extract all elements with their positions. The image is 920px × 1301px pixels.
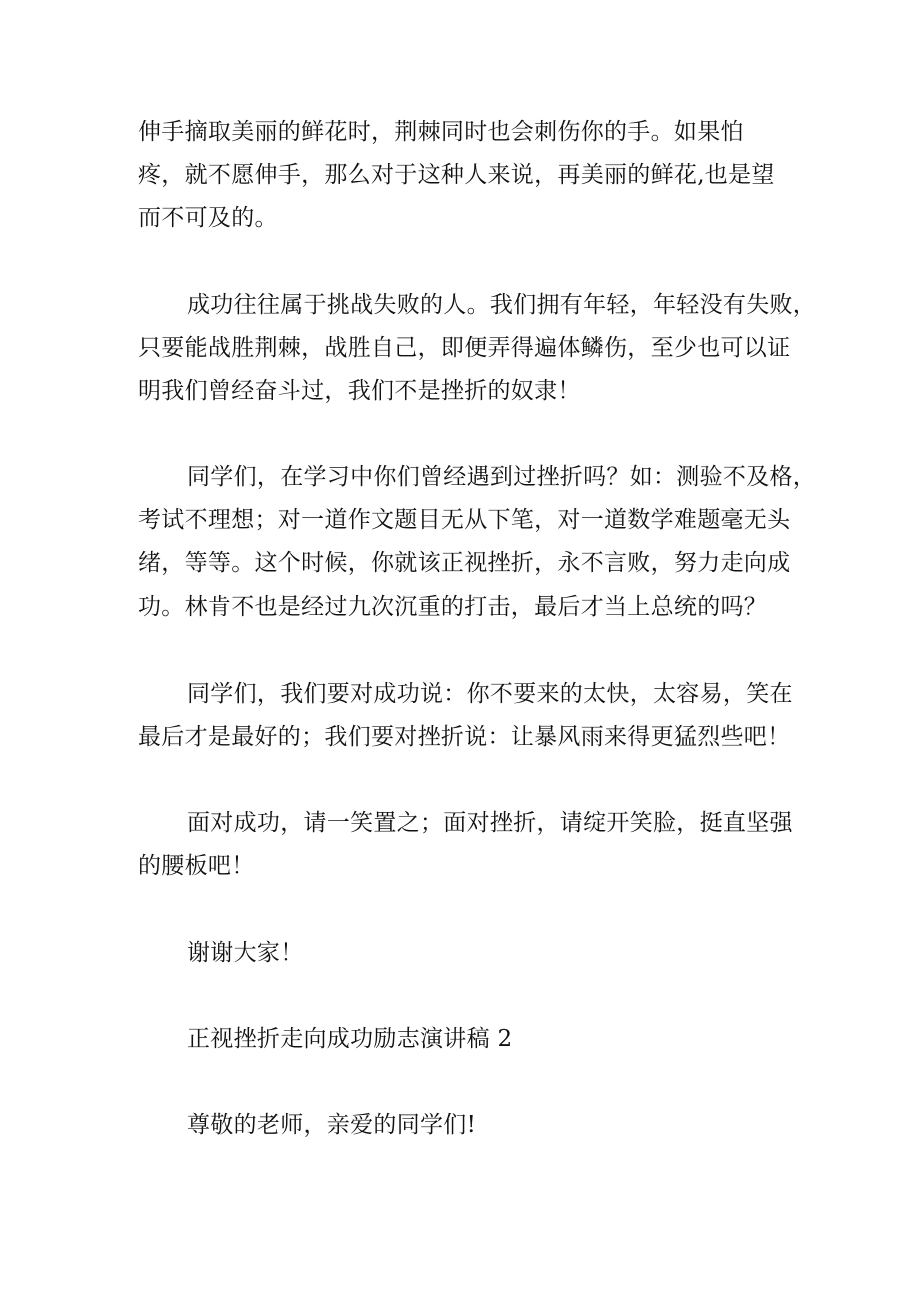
paragraph-4-line-1: 同学们，我们要对成功说：你不要来的太快，太容易，笑在 xyxy=(187,681,793,707)
paragraph-4-line-2: 最后才是最好的；我们要对挫折说：让暴风雨来得更猛烈些吧！ xyxy=(138,724,791,750)
paragraph-2-line-1: 成功往往属于挑战失败的人。我们拥有年轻，年轻没有失败， xyxy=(187,292,817,318)
paragraph-1-line-3: 而不可及的。 xyxy=(138,205,278,231)
paragraph-3-line-3: 绪，等等。这个时候，你就该正视挫折，永不言败，努力走向成 xyxy=(138,550,791,576)
paragraph-3-line-1: 同学们，在学习中你们曾经遇到过挫折吗？如：测验不及格， xyxy=(187,464,817,490)
paragraph-5-line-2: 的腰板吧！ xyxy=(138,853,255,879)
paragraph-3-line-2: 考试不理想；对一道作文题目无从下笔，对一道数学难题毫无头 xyxy=(138,507,791,533)
paragraph-5-line-1: 面对成功，请一笑置之；面对挫折，请绽开笑脸，挺直坚强 xyxy=(187,810,793,836)
paragraph-1-line-1: 伸手摘取美丽的鲜花时，荆棘同时也会刺伤你的手。如果怕 xyxy=(138,119,744,145)
paragraph-2-line-2: 只要能战胜荆棘，战胜自己，即便弄得遍体鳞伤，至少也可以证 xyxy=(138,335,791,361)
paragraph-2-line-3: 明我们曾经奋斗过，我们不是挫折的奴隶！ xyxy=(138,378,581,404)
closing-thanks: 谢谢大家！ xyxy=(187,940,304,966)
section-heading: 正视挫折走向成功励志演讲稿 2 xyxy=(187,1026,513,1052)
salutation: 尊敬的老师，亲爱的同学们! xyxy=(187,1112,477,1138)
paragraph-1-line-2: 疼，就不愿伸手，那么对于这种人来说，再美丽的鲜花,也是望 xyxy=(138,162,775,188)
paragraph-3-line-4: 功。林肯不也是经过九次沉重的打击，最后才当上总统的吗？ xyxy=(138,594,768,620)
